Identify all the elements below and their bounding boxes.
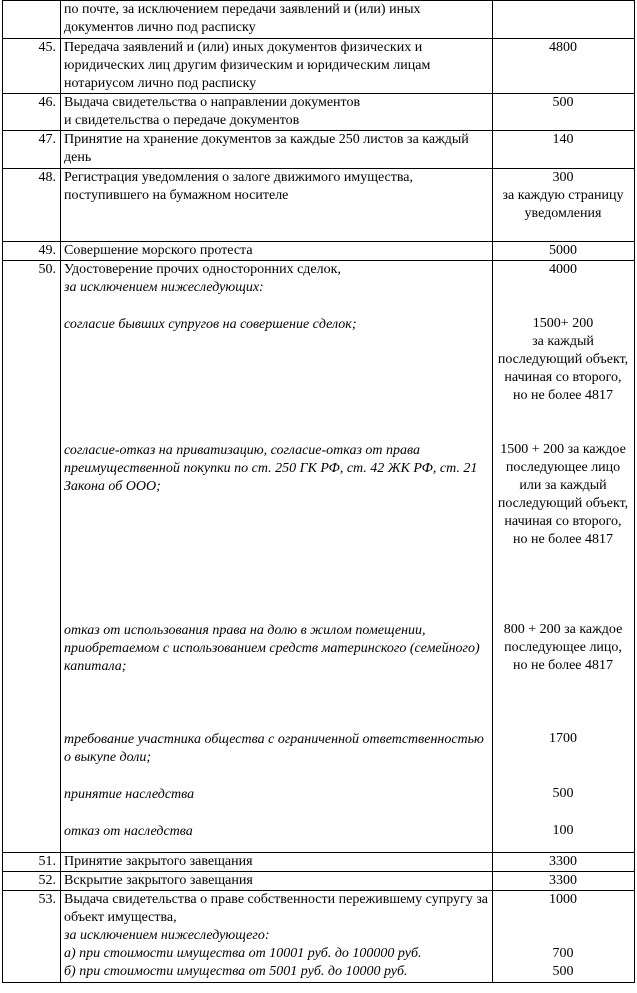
sub-item-text: отказ от использования права на долю в жилом помещении, приобретаемом с использованием средств материнского (семейного) капитала; [64,623,480,674]
table-row [3,94,635,131]
sub-item-text: согласие-отказ на приватизацию, согласие-отказ от права преимущественной покупки по ст. 250 ГК РФ, ст. 42 ЖК РФ, ст. 21 Закона об ООО; [64,443,478,494]
price-cell [493,169,635,242]
service-text: Регистрация уведомления о залоге движимого имущества, поступившего на бумажном носителе [61,169,493,242]
table-row [3,169,635,242]
row-number: 47. [3,131,61,169]
row-number: 53. [3,891,61,983]
service-text: Принятие закрытого завещания [61,853,493,872]
price-main: 1000 [549,892,577,907]
table-row [3,131,635,169]
price-cell [493,1,635,39]
price-cell: 5000 [493,242,635,261]
sub-item-text: б) при стоимости имущества от 5001 руб. до 10000 руб. [64,964,408,979]
sub-item-price: 1500+ 200 за каждый последующий объект, начиная со второго, но не более 4817 [497,316,629,403]
price-cell: 500 [493,94,635,131]
table-row [3,872,635,891]
row-number: 46. [3,94,61,131]
sub-item-text: а) при стоимости имущества от 10001 руб. до 100000 руб. [64,946,422,961]
service-text: Совершение морского протеста [61,242,493,261]
sub-item-text: принятие наследства [64,787,195,802]
sub-item-text: отказ от наследства [64,824,193,839]
service-main: Удостоверение прочих односторонних сделок, [64,262,341,277]
service-text: Вскрытие закрытого завещания [61,872,493,891]
service-text: Принятие на хранение документов за каждые 250 листов за каждый день [61,131,493,169]
sub-item-text: согласие бывших супругов на совершение сделок; [64,317,357,332]
service-exception-heading: за исключением нижеследующих: [64,280,264,295]
service-text: по почте, за исключением передачи заявлений и (или) иных документов лично под расписку [61,1,493,39]
table-row [3,242,635,261]
price-cell: 3300 [493,872,635,891]
row-number: 52. [3,872,61,891]
sub-item-price: 1500 + 200 за каждое последующее лицо или за каждый последующий объект, начиная со второго, но не более 4817 [497,442,629,547]
row-number: 48. [3,169,61,242]
row-number: 45. [3,39,61,94]
table-row [3,39,635,94]
row-number [3,1,61,39]
service-main: Выдача свидетельства о праве собственности пережившему супругу за объект имущества, [64,892,488,925]
price-cell: 140 [493,131,635,169]
tariff-table [2,0,635,983]
sub-item-price: 500 [552,786,574,801]
service-text [61,891,493,983]
sub-item-price: 700 [552,946,574,961]
price-main: 4000 [549,262,577,277]
service-text-lines: Выдача свидетельства о направлении документов и свидетельства о передаче документов [64,95,361,128]
price-text: 300 за каждую страницу уведомления [502,170,624,221]
service-text [61,261,493,853]
price-cell [493,891,635,983]
table-row [3,261,635,853]
row-number: 51. [3,853,61,872]
sub-item-price: 1700 [549,731,577,746]
table-row [3,853,635,872]
price-cell: 4800 [493,39,635,94]
sub-item-text: требование участника общества с ограниченной ответственностью о выкупе доли; [64,732,484,765]
sub-item-price: 500 [552,964,574,979]
table-row [3,891,635,983]
service-text [61,94,493,131]
price-cell: 3300 [493,853,635,872]
table-row [3,1,635,39]
price-cell [493,261,635,853]
sub-item-price: 800 + 200 за каждое последующее лицо, но не более 4817 [503,622,623,673]
service-text: Передача заявлений и (или) иных документов физических и юридических лиц другим физическим и юридическим лицам нотариусом лично под расписку [61,39,493,94]
row-number: 50. [3,261,61,853]
sub-item-price: 100 [552,823,574,838]
service-exception-heading: за исключением нижеследующего: [64,928,270,943]
row-number: 49. [3,242,61,261]
